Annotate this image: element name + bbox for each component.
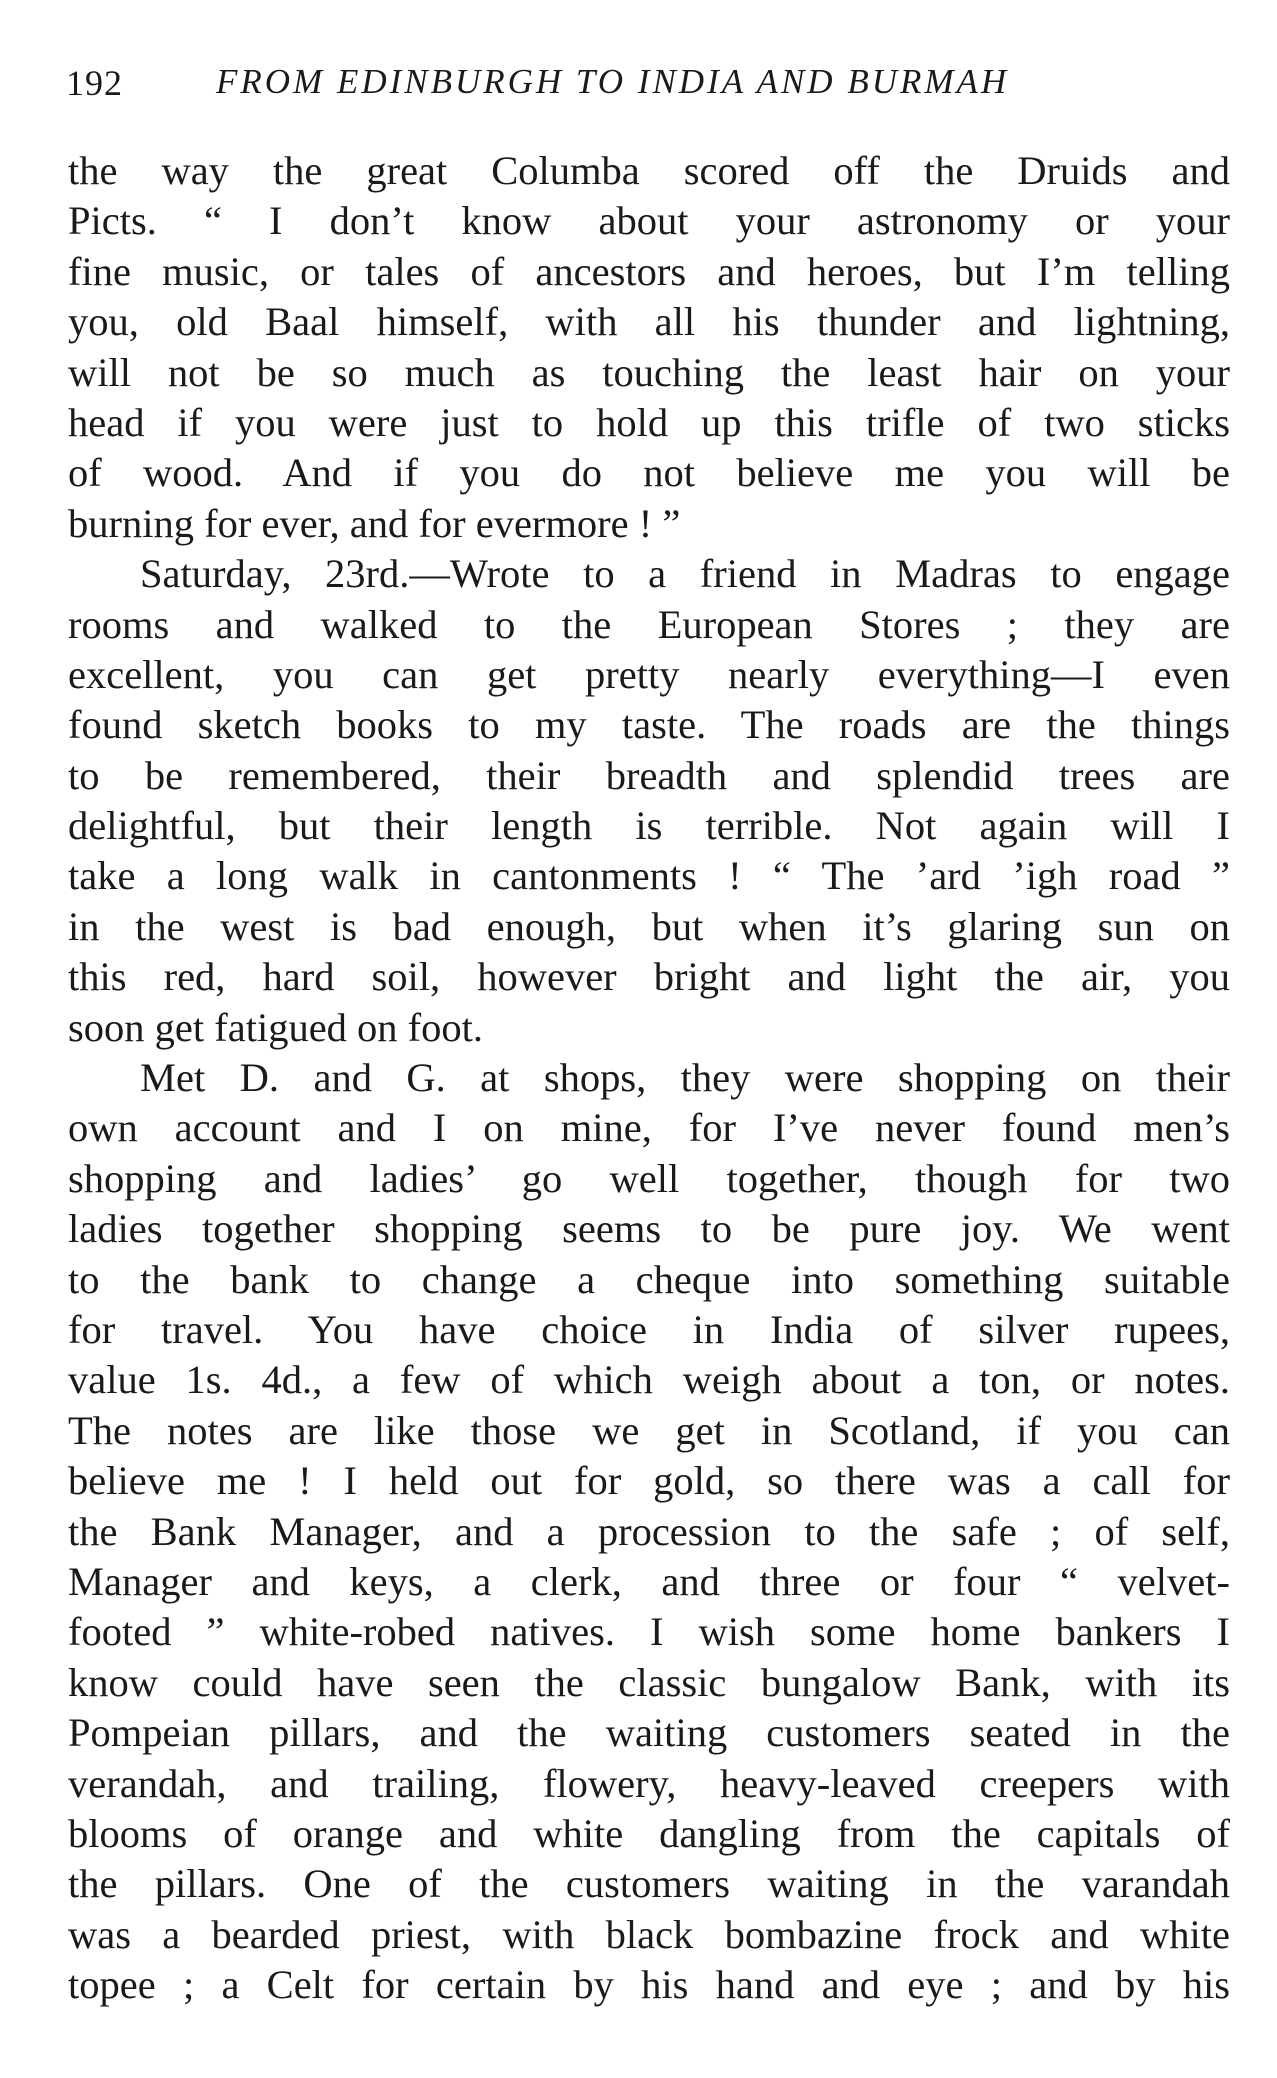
text-line: Pompeian pillars, and the waiting customers seated in the (68, 1710, 1230, 1756)
text-line: verandah, and trailing, flowery, heavy-leaved creepers with (68, 1760, 1230, 1806)
text-line: excellent, you can get pretty nearly everything—I even (68, 651, 1230, 697)
text-line: to be remembered, their breadth and splendid trees are (68, 752, 1230, 798)
text-line: for travel. You have choice in India of silver rupees, (68, 1306, 1230, 1352)
text-line: own account and I on mine, for I’ve never found men’s (68, 1105, 1230, 1151)
text-line: head if you were just to hold up this trifle of two sticks (68, 399, 1230, 445)
text-line: found sketch books to my taste. The roads are the things (68, 702, 1230, 748)
text-line: this red, hard soil, however bright and light the air, you (68, 954, 1230, 1000)
text-line: rooms and walked to the European Stores ; they are (68, 601, 1230, 647)
text-line: Saturday, 23rd.—Wrote to a friend in Madras to engage (140, 551, 1230, 597)
text-line: know could have seen the classic bungalow Bank, with its (68, 1659, 1230, 1705)
text-line: footed ” white-robed natives. I wish some home bankers I (68, 1609, 1230, 1655)
text-line: burning for ever, and for evermore ! ” (68, 500, 681, 546)
text-line: delightful, but their length is terrible. Not again will I (68, 803, 1230, 849)
text-line: of wood. And if you do not believe me you will be (68, 450, 1230, 496)
text-line: blooms of orange and white dangling from the capitals of (68, 1810, 1230, 1856)
text-line: the pillars. One of the customers waiting in the varandah (68, 1861, 1230, 1907)
running-head: FROM EDINBURGH TO INDIA AND BURMAH (216, 62, 1010, 101)
text-line: value 1s. 4d., a few of which weigh about a ton, or notes. (68, 1357, 1230, 1403)
page-header (66, 62, 1216, 112)
text-line: was a bearded priest, with black bombazine frock and white (68, 1911, 1230, 1957)
text-line: topee ; a Celt for certain by his hand and eye ; and by his (68, 1962, 1230, 2008)
text-line: to the bank to change a cheque into something suitable (68, 1256, 1230, 1302)
text-line: Picts. “ I don’t know about your astronomy or your (68, 198, 1230, 244)
text-line: the way the great Columba scored off the Druids and (68, 148, 1230, 193)
text-line: take a long walk in cantonments ! “ The ’ard ’igh road ” (68, 853, 1230, 899)
page-number: 192 (66, 63, 123, 103)
text-line: will not be so much as touching the least hair on your (68, 349, 1230, 395)
text-line: soon get fatigued on foot. (68, 1004, 484, 1050)
text-line: Manager and keys, a clerk, and three or four “ velvet- (68, 1558, 1230, 1604)
body-text (68, 146, 1230, 2010)
text-line: in the west is bad enough, but when it’s glaring sun on (68, 903, 1230, 949)
text-line: Met D. and G. at shops, they were shopping on their (140, 1055, 1230, 1101)
text-line: believe me ! I held out for gold, so there was a call for (68, 1458, 1230, 1504)
text-line: The notes are like those we get in Scotland, if you can (68, 1407, 1230, 1453)
text-line: ladies together shopping seems to be pure joy. We went (68, 1206, 1230, 1252)
text-line: fine music, or tales of ancestors and heroes, but I’m telling (68, 248, 1230, 294)
text-line: the Bank Manager, and a procession to the safe ; of self, (68, 1508, 1230, 1554)
text-line: you, old Baal himself, with all his thunder and lightning, (68, 299, 1230, 345)
text-line: shopping and ladies’ go well together, though for two (68, 1155, 1230, 1201)
